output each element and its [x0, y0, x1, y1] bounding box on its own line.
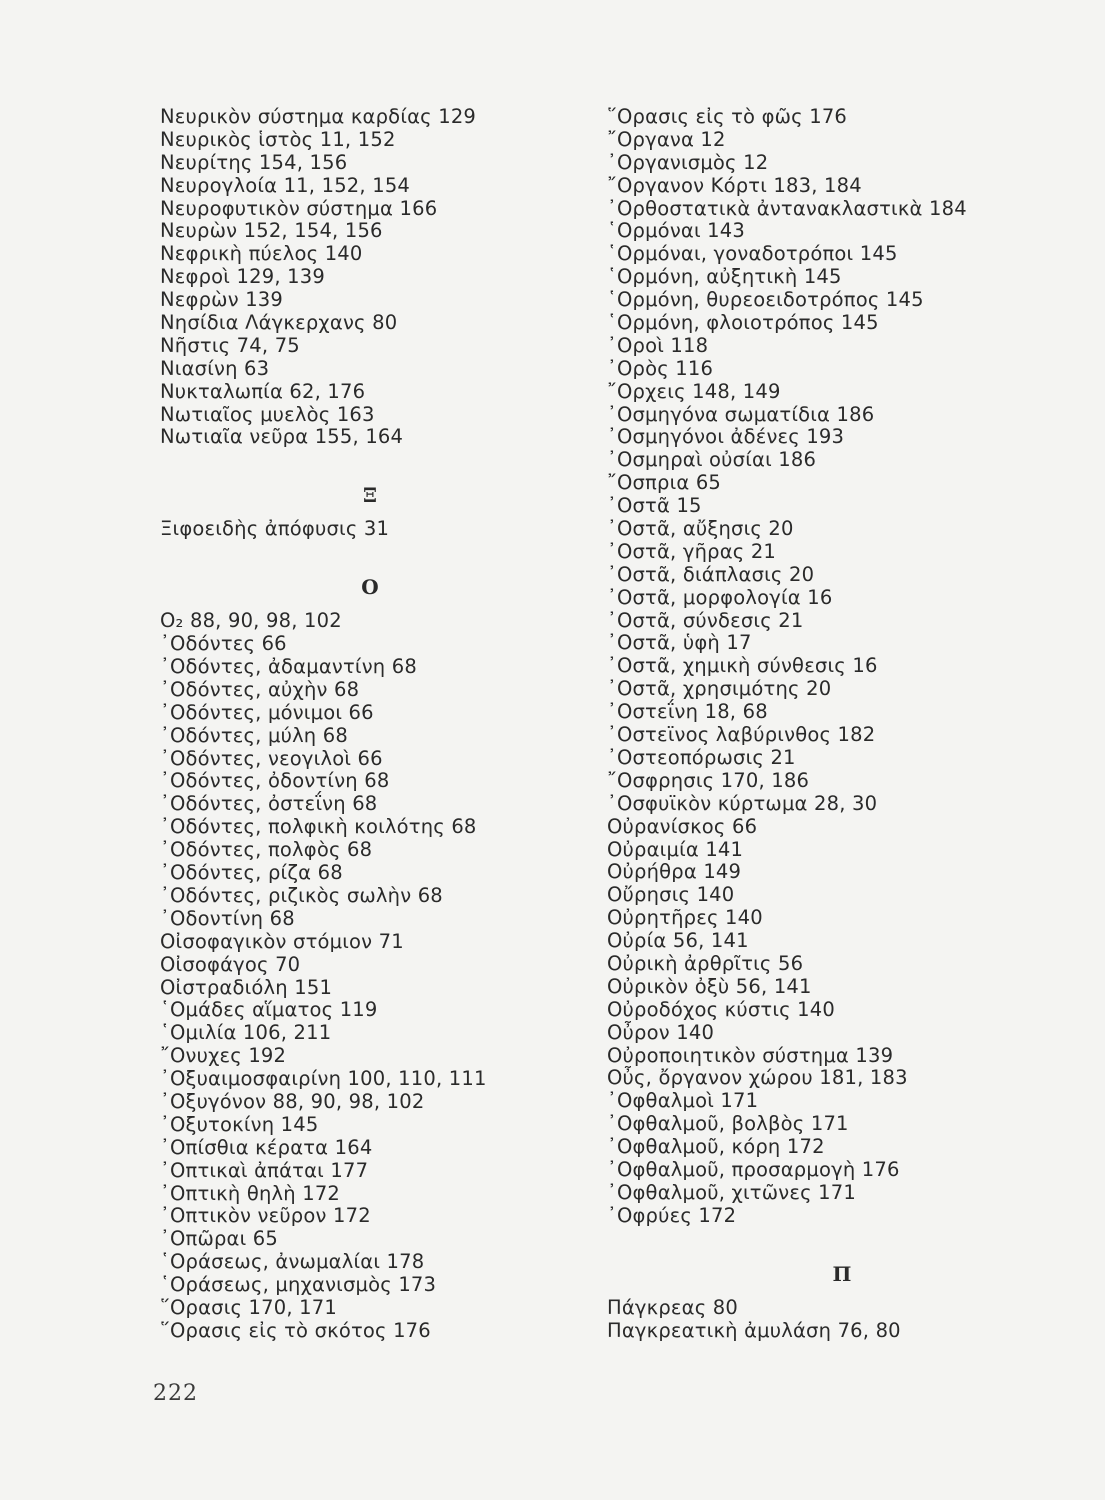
index-entry: ᾿Οστᾶ, ὑφὴ 17: [607, 631, 752, 655]
index-entry: ᾿Οσμηγόνοι ἀδένες 193: [607, 425, 845, 449]
index-entry: Νιασίνη 63: [160, 356, 270, 380]
index-entry: ᾿Οξυαιμοσφαιρίνη 100, 110, 111: [160, 1067, 487, 1091]
index-entry: Οὐραιμία 141: [607, 837, 744, 861]
index-entry: ᾿Οδόντες, ρίζα 68: [160, 861, 343, 885]
index-entry: Οἰσοφάγος 70: [160, 952, 301, 976]
index-entry: ᾿Οστᾶ, σύνδεσις 21: [607, 608, 804, 632]
index-entry: ῎Ονυχες 192: [160, 1044, 287, 1068]
index-entry: ᾿Οπτικὴ θηλὴ 172: [160, 1181, 341, 1205]
index-entry: ῾Ομάδες αἵματος 119: [160, 998, 378, 1022]
index-entry: ᾿Οφθαλμοῦ, βολβὸς 171: [607, 1112, 849, 1136]
index-entry: ῎Οσφρησις 170, 186: [607, 768, 810, 792]
index-entry: ᾿Ορθοστατικὰ ἀντανακλαστικὰ 184: [607, 196, 967, 220]
index-entry: ᾿Οδόντες, μόνιμοι 66: [160, 700, 374, 724]
index-entry: ᾿Οστᾶ, χημικὴ σύνθεσις 16: [607, 654, 878, 678]
index-entry: ῎Οργανον Κόρτι 183, 184: [607, 173, 862, 197]
index-entry: Οὐρήθρα 149: [607, 860, 742, 884]
index-entry: Νησίδια Λάγκερχανς 80: [160, 311, 398, 335]
index-entry: ᾿Οδόντες, νεογιλοὶ 66: [160, 746, 383, 770]
index-entry: ᾿Οφρύες 172: [607, 1203, 737, 1227]
index-entry: ᾿Οσφυϊκὸν κύρτωμα 28, 30: [607, 791, 878, 815]
index-entry: Οὐρανίσκος 66: [607, 814, 758, 838]
index-entry: Νευροφυτικὸν σύστημα 166: [160, 196, 438, 220]
index-entry: Οὖρον 140: [607, 1020, 715, 1044]
index-entry: Οὐροποιητικὸν σύστημα 139: [607, 1043, 894, 1067]
index-entry: Νεφρὼν 139: [160, 288, 284, 312]
index-entry: ῾Ορμόνη, αὐξητικὴ 145: [607, 265, 842, 289]
index-entry: Οὐρικὸν ὀξὺ 56, 141: [607, 974, 812, 998]
index-entry: Νευρίτης 154, 156: [160, 150, 348, 174]
index-entry: Νωτιαῖος μυελὸς 163: [160, 402, 375, 426]
page-number: 222: [153, 1381, 198, 1406]
index-entry: Νευρογλοία 11, 152, 154: [160, 173, 411, 197]
index-entry: ᾿Οδόντες, ὀστεΐνη 68: [160, 792, 378, 816]
index-entry: ᾿Οφθαλμοῦ, χιτῶνες 171: [607, 1180, 856, 1204]
index-entry: Οὐρικὴ ἀρθρῖτις 56: [607, 951, 804, 975]
index-entry: ᾿Οφθαλμοὶ 171: [607, 1089, 759, 1113]
section-letter-heading: Π: [832, 1261, 852, 1286]
index-entry: ᾿Οστᾶ 15: [607, 494, 702, 518]
index-entry: ᾿Οφθαλμοῦ, κόρη 172: [607, 1135, 825, 1159]
index-entry: Νυκταλωπία 62, 176: [160, 379, 366, 403]
index-entry: ᾿Οστεοπόρωσις 21: [607, 745, 796, 769]
index-entry: ᾿Οσμηγόνα σωματίδια 186: [607, 402, 875, 426]
index-entry: ῞Ορασις 170, 171: [160, 1295, 337, 1319]
index-entry: Πάγκρεας 80: [607, 1295, 738, 1319]
index-entry: ῎Ορχεις 148, 149: [607, 379, 781, 403]
index-entry: ᾿Οστεΐνη 18, 68: [607, 700, 768, 724]
index-entry: Νευρικὸν σύστημα καρδίας 129: [160, 105, 477, 128]
index-entry: Οὐρία 56, 141: [607, 929, 749, 953]
index-entry: ῾Ορμόναι 143: [607, 219, 745, 243]
index-entry: ῾Ορμόνη, θυρεοειδοτρόπος 145: [607, 288, 924, 312]
index-entry: ᾿Οδόντες, πολφικὴ κοιλότης 68: [160, 815, 477, 839]
index-entry: ᾿Οδόντες, αὐχὴν 68: [160, 677, 360, 701]
index-entry: ῾Ορμόναι, γοναδοτρόποι 145: [607, 242, 898, 266]
index-entry: ᾿Οδόντες, πολφὸς 68: [160, 838, 373, 862]
index-entry: ᾿Οστᾶ, χρησιμότης 20: [607, 677, 832, 701]
index-entry: Νεφρικὴ πύελος 140: [160, 242, 363, 266]
index-entry: ᾿Οστᾶ, μορφολογία 16: [607, 585, 833, 609]
index-entry: ῞Ορασις εἰς τὸ σκότος 176: [160, 1318, 431, 1342]
index-entry: Νῆστις 74, 75: [160, 333, 300, 357]
index-entry: Οἰστραδιόλη 151: [160, 975, 333, 999]
index-entry: ᾿Οδόντες, ριζικὸς σωλὴν 68: [160, 883, 443, 907]
index-entry: Νευρικὸς ἱστὸς 11, 152: [160, 127, 396, 151]
index-entry: ῞Ορασις εἰς τὸ φῶς 176: [607, 105, 848, 128]
index-entry: ᾿Οδοντίνη 68: [160, 906, 295, 930]
section-letter-heading: Ο: [361, 575, 379, 600]
index-entry: ᾿Οροὶ 118: [607, 333, 709, 357]
index-entry: ᾿Οξυτοκίνη 145: [160, 1112, 319, 1136]
index-entry: ᾿Οστᾶ, γῆρας 21: [607, 539, 777, 563]
index-entry: ῾Οράσεως, ἀνωμαλίαι 178: [160, 1250, 425, 1274]
section-letter-heading: Ξ: [362, 483, 378, 508]
index-entry: ᾿Οξυγόνον 88, 90, 98, 102: [160, 1089, 425, 1113]
index-entry: ᾿Οφθαλμοῦ, προσαρμογὴ 176: [607, 1157, 900, 1181]
index-entry: ᾿Οπτικὸν νεῦρον 172: [160, 1204, 371, 1228]
index-entry: ᾿Οδόντες, ἀδαμαντίνη 68: [160, 655, 417, 679]
index-entry: ᾿Οργανισμὸς 12: [607, 150, 769, 174]
index-entry: ῾Ορμόνη, φλοιοτρόπος 145: [607, 311, 879, 335]
index-entry: ῾Οράσεως, μηχανισμὸς 173: [160, 1273, 437, 1297]
index-entry: Νευρὼν 152, 154, 156: [160, 219, 383, 243]
index-entry: ῎Οσπρια 65: [607, 471, 722, 495]
index-entry: Οὔρησις 140: [607, 883, 735, 907]
index-entry: ᾿Οδόντες 66: [160, 632, 287, 656]
index-entry: Νωτιαῖα νεῦρα 155, 164: [160, 425, 404, 449]
index-entry: O₂ 88, 90, 98, 102: [160, 609, 342, 633]
index-entry: Νεφροὶ 129, 139: [160, 265, 325, 289]
index-entry: Ξιφοειδὴς ἀπόφυσις 31: [160, 517, 390, 541]
index-entry: Παγκρεατικὴ ἀμυλάση 76, 80: [607, 1318, 901, 1342]
index-entry: ῾Ομιλία 106, 211: [160, 1021, 332, 1045]
index-entry: ᾿Οστᾶ, αὔξησις 20: [607, 517, 794, 541]
index-entry: ᾿Οσμηραὶ οὐσίαι 186: [607, 448, 817, 472]
index-entry: Οὖς, ὄργανον χώρου 181, 183: [607, 1066, 908, 1090]
index-entry: ᾿Οστᾶ, διάπλασις 20: [607, 562, 815, 586]
index-entry: ᾿Οστεϊνος λαβύρινθος 182: [607, 723, 876, 747]
index-column-right: [607, 106, 1077, 1342]
index-entry: ᾿Οπίσθια κέρατα 164: [160, 1135, 373, 1159]
index-entry: ῎Οργανα 12: [607, 127, 726, 151]
index-entry: Οἰσοφαγικὸν στόμιον 71: [160, 929, 404, 953]
index-entry: ᾿Οπτικαὶ ἀπάται 177: [160, 1158, 369, 1182]
index-entry: ᾿Οδόντες, ὀδοντίνη 68: [160, 769, 390, 793]
index-entry: ᾿Οπῶραι 65: [160, 1227, 279, 1251]
index-entry: Οὐροδόχος κύστις 140: [607, 997, 835, 1021]
index-entry: ᾿Ορὸς 116: [607, 356, 714, 380]
index-entry: ᾿Οδόντες, μύλη 68: [160, 723, 348, 747]
index-entry: Οὐρητῆρες 140: [607, 906, 763, 930]
index-column-left: [160, 106, 580, 1343]
